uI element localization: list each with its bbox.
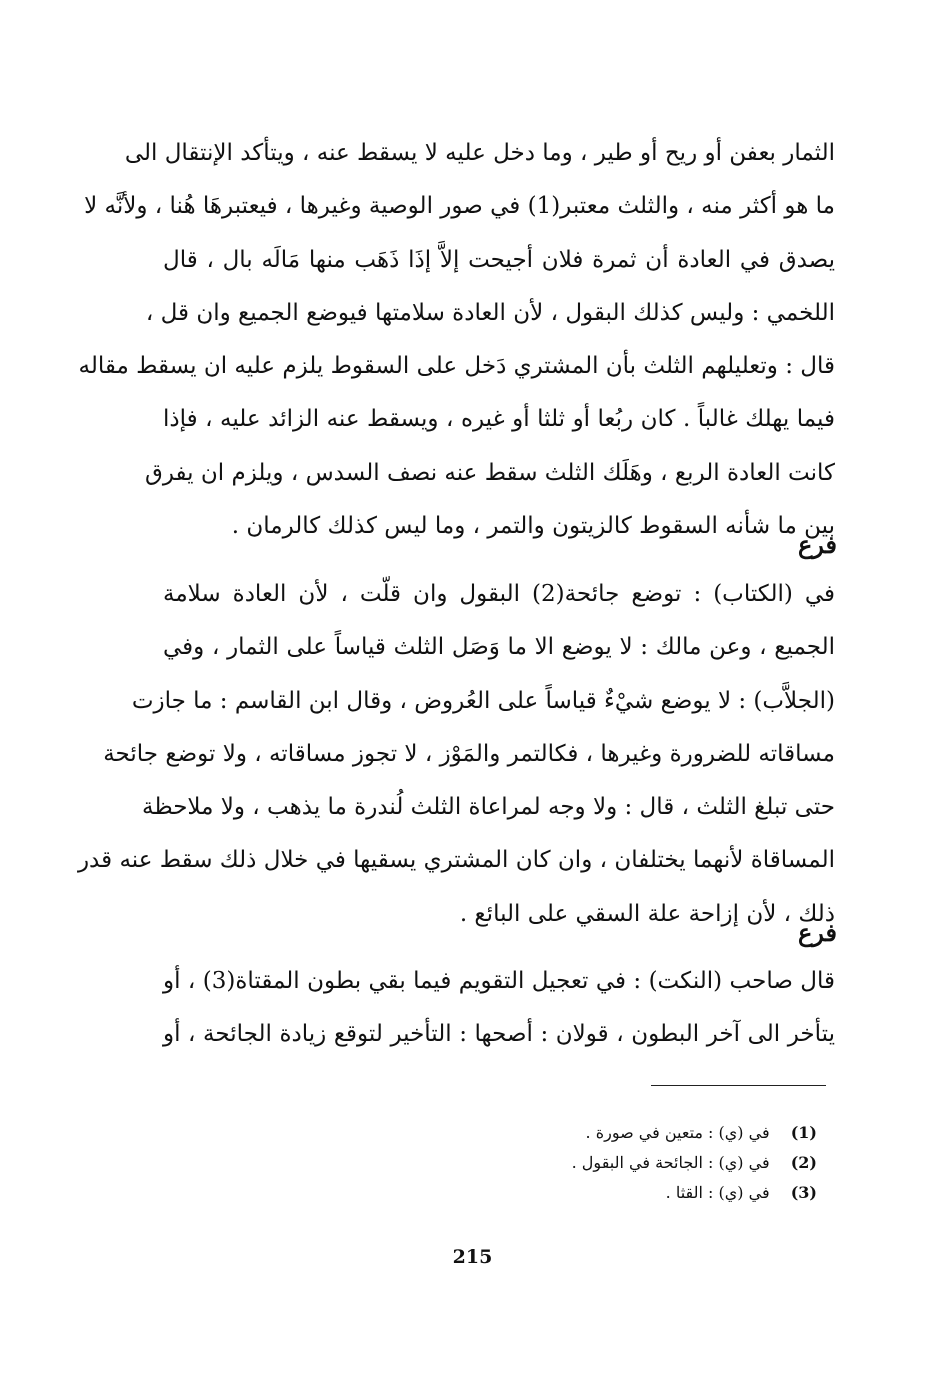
- text-line: كانت العادة الربع ، وهَلَك الثلث سقط عنه نصف السدس ، ويلزم ان يفرق: [145, 459, 835, 486]
- text-line: مساقاته للضرورة وغيرها ، فكالتمر والمَوْز ، لا تجوز مساقاته ، ولا توضع جائحة: [103, 740, 835, 767]
- page-number: 215: [452, 1246, 493, 1268]
- section-heading: فرع: [797, 530, 837, 559]
- text-line: يتأخر الى آخر البطون ، قولان : أصحها : التأخير لتوقع زيادة الجائحة ، أو: [163, 1021, 835, 1048]
- text-line: في (الكتاب) : توضع جائحة(2) البقول وان قلّت ، لأن العادة سلامة: [163, 581, 836, 607]
- text-line: الجميع ، وعن مالك : لا يوضع الا ما وَصَل الثلث قياساً على الثمار ، وفي: [163, 634, 835, 661]
- section-heading: فرع: [797, 918, 837, 947]
- footnote: [572, 1118, 817, 1148]
- footnotes: [572, 1118, 817, 1208]
- paragraph-1: [78, 127, 835, 553]
- footnote-divider: [651, 1085, 826, 1086]
- text-line: (الجلاَّب) : لا يوضع شيْءٌ قياساً على العُروض ، وقال ابن القاسم : ما جازت: [131, 687, 835, 714]
- footnote-text: في (ي) : متعين في صورة .: [585, 1123, 770, 1142]
- footnote-number: (3): [790, 1183, 817, 1202]
- text-line: حتى تبلغ الثلث ، قال : ولا وجه لمراعاة الثلث لُندرة ما يذهب ، ولا ملاحظة: [142, 794, 835, 821]
- footnote-number: (1): [790, 1123, 817, 1142]
- text-line: قال صاحب (النكت) : في تعجيل التقويم فيما بقي بطون المقتاة(3) ، أو: [163, 968, 836, 994]
- paragraph-3: [163, 955, 835, 1062]
- text-line: المساقاة لأنهما يختلفان ، وان كان المشتري يسقيها في خلال ذلك سقط عنه قدر: [77, 847, 835, 874]
- text-line: الثمار بعفن أو ريح أو طير ، وما دخل عليه لا يسقط عنه ، ويتأكد الإنتقال الى: [124, 140, 835, 166]
- footnote: [572, 1148, 817, 1178]
- footnote-text: في (ي) : القثا .: [665, 1183, 770, 1202]
- text-line: ذلك ، لأن إزاحة علة السقي على البائع .: [459, 900, 835, 927]
- text-line: فيما يهلك غالباً . كان ربُعا أو ثلثا أو غيره ، ويسقط عنه الزائد عليه ، فإذا: [163, 406, 835, 433]
- paragraph-2: [77, 568, 836, 941]
- footnote-text: في (ي) : الجائحة في البقول .: [571, 1153, 770, 1172]
- text-line: يصدق في العادة أن ثمرة فلان أجيحت إلاَّ إذَا ذَهَب منها مَالَه بال ، قال: [163, 246, 835, 273]
- footnote: [572, 1178, 817, 1208]
- text-line: ما هو أكثر منه ، والثلث معتبر(1) في صور الوصية وغيرها ، فيعتبرهَا هُنا ، ولأنَّه لا: [84, 193, 835, 220]
- footnote-number: (2): [790, 1153, 817, 1172]
- text-line: بين ما شأنه السقوط كالزيتون والتمر ، وما ليس كذلك كالرمان .: [231, 513, 835, 540]
- text-line: اللخمي : وليس كذلك البقول ، لأن العادة سلامتها فيوضع الجميع وان قل ،: [145, 299, 835, 326]
- text-line: قال : وتعليلهم الثلث بأن المشتري دَخل على السقوط يلزم عليه ان يسقط مقاله: [78, 353, 835, 380]
